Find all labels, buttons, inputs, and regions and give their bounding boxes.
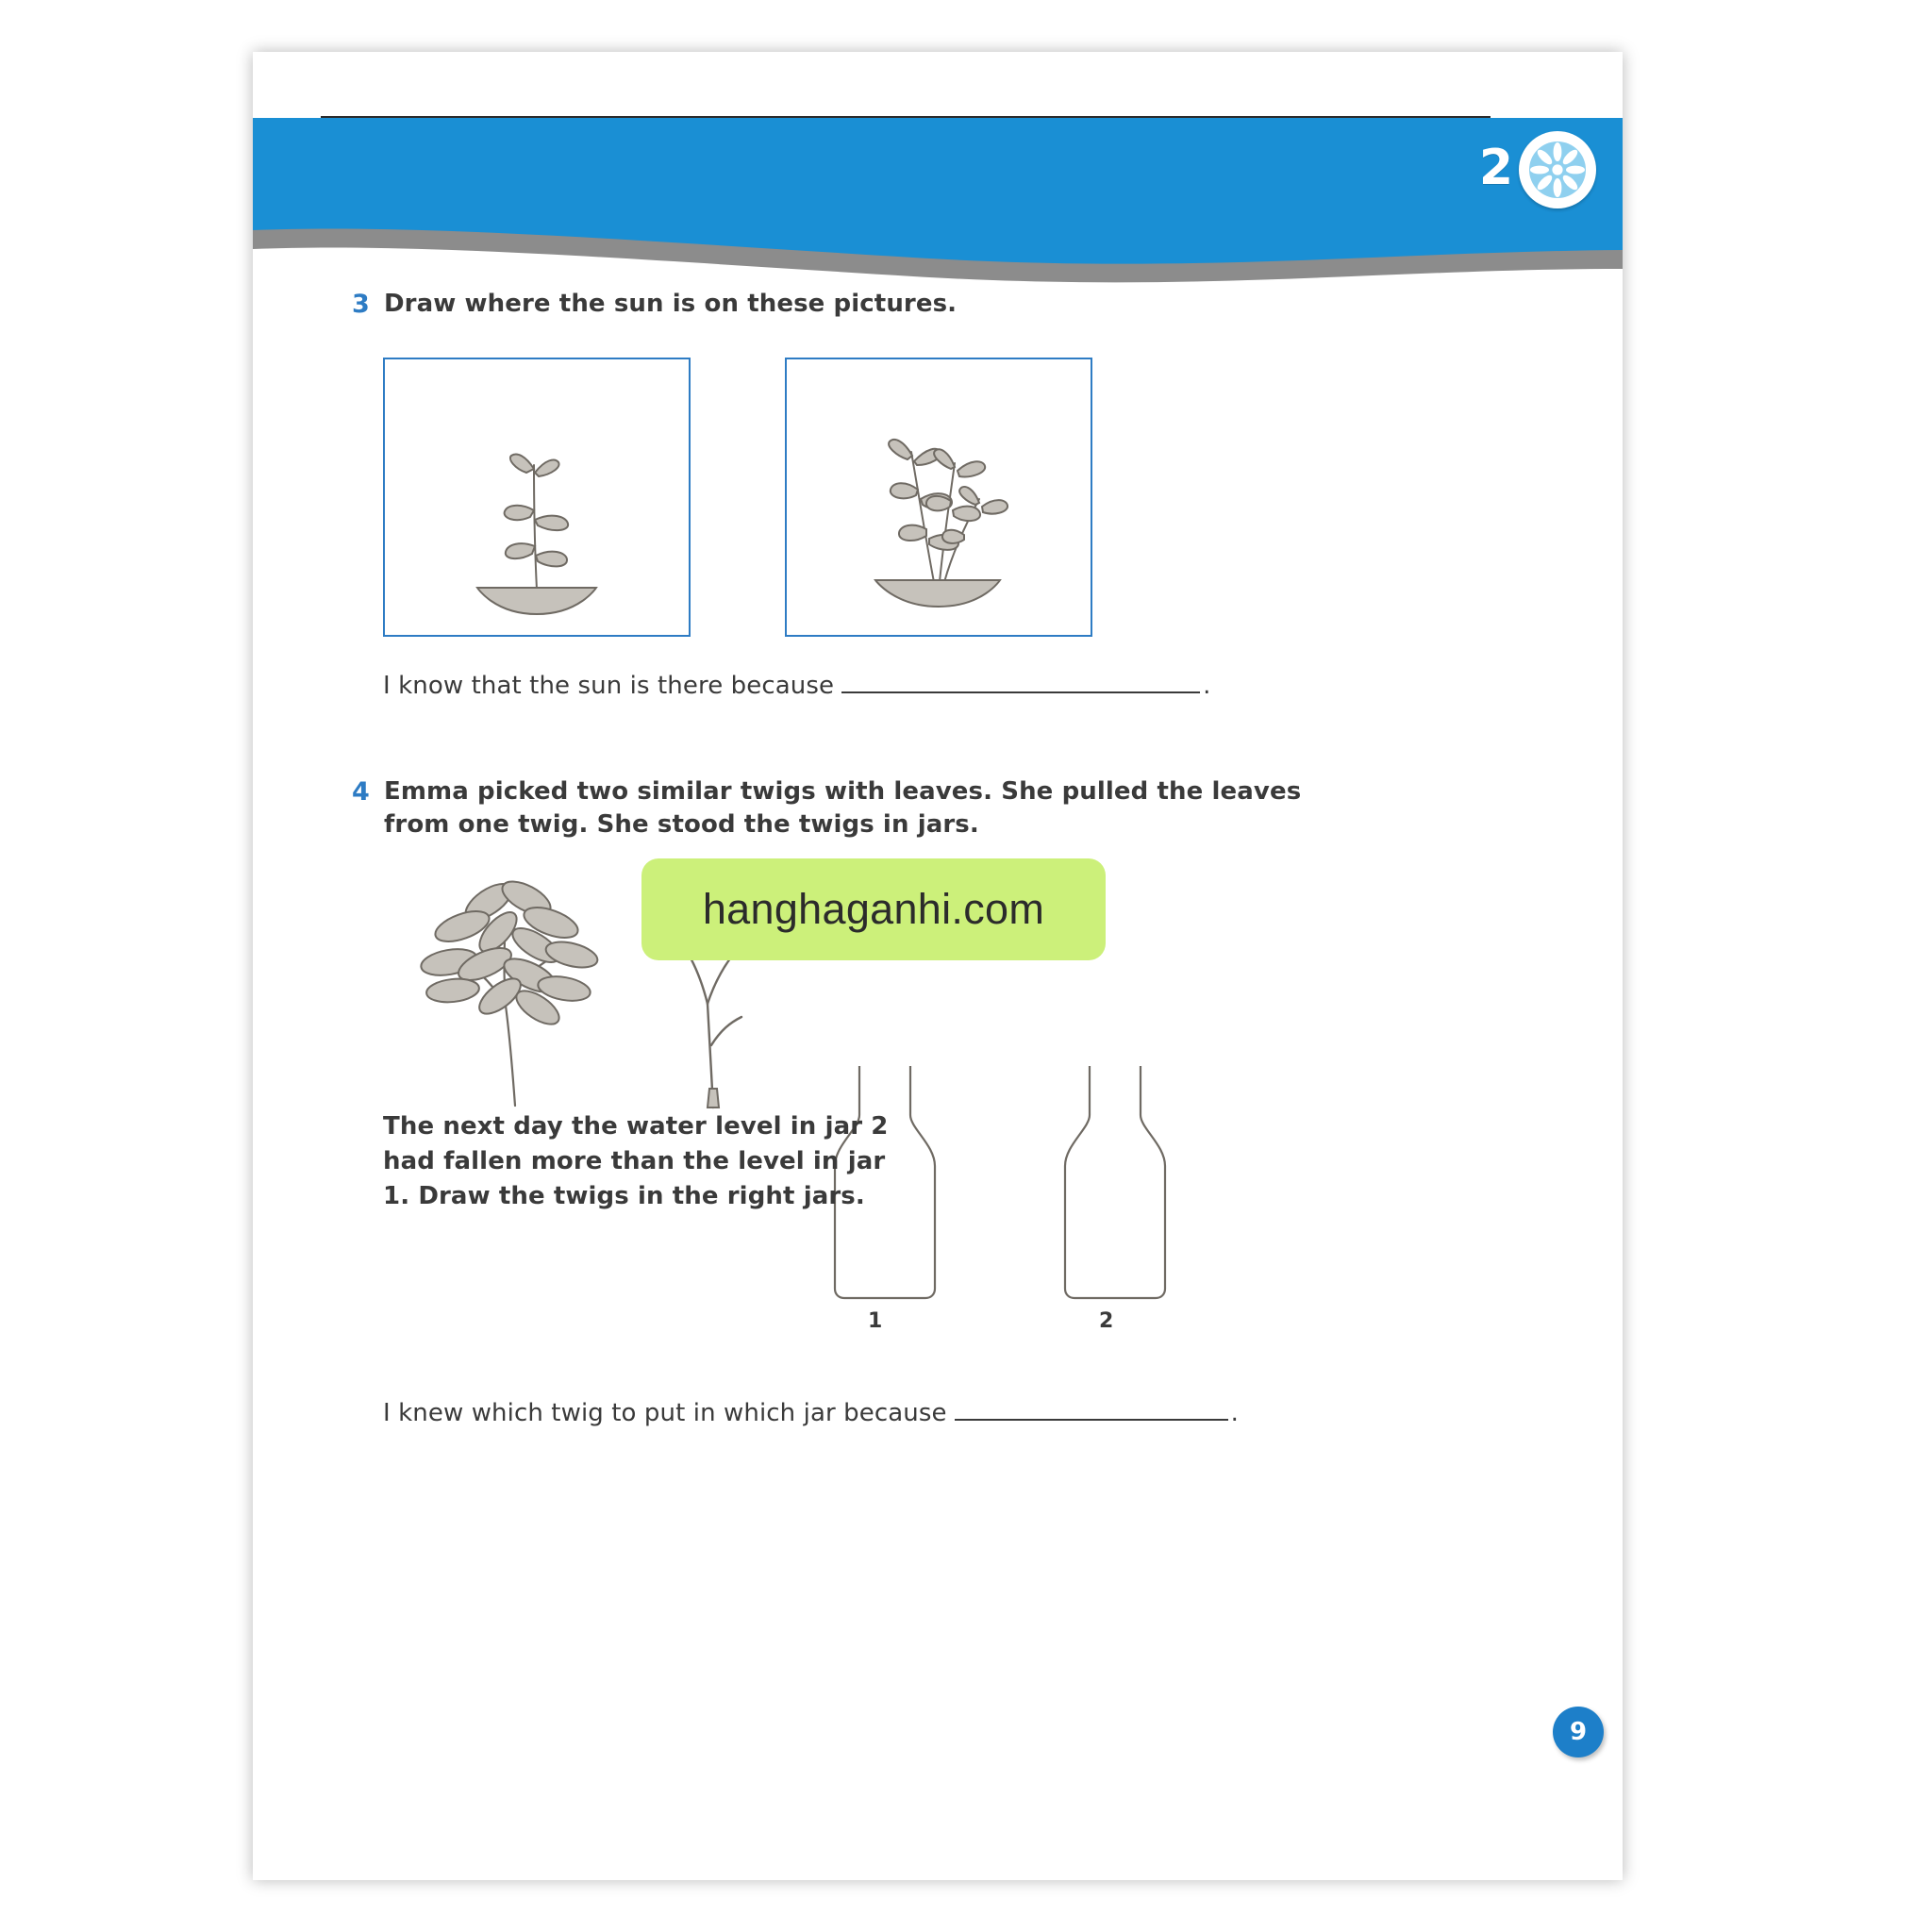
question-3-answer-blank[interactable]: [841, 667, 1200, 693]
watermark-text: hanghaganhi.com: [702, 885, 1045, 933]
question-3-answer-prompt: I know that the sun is there because: [383, 672, 835, 701]
jar-2-label: 2: [1099, 1308, 1114, 1333]
question-3-answer-end: .: [1203, 672, 1211, 701]
page-number-badge: 9: [1553, 1707, 1604, 1757]
question-3-pictures: [253, 358, 1623, 637]
watermark-badge: [641, 858, 1106, 960]
question-4-answer-blank[interactable]: [955, 1394, 1228, 1421]
seedling-in-pot-drawing[interactable]: [383, 358, 691, 637]
chapter-badge: [1479, 131, 1596, 208]
question-4: [253, 775, 1623, 841]
page-content: [253, 288, 1623, 1427]
chapter-number: 2: [1478, 140, 1513, 196]
question-3-text: Draw where the sun is on these pictures.: [384, 290, 958, 318]
leafy-twig-drawing[interactable]: [394, 864, 630, 1114]
header-band: [253, 118, 1623, 288]
question-4-instruction: The next day the water level in jar 2 had fallen more than the level in jar 1. Draw the twigs in the right jars.: [383, 1111, 889, 1210]
question-4-answer-prompt: I knew which twig to put in which jar because: [383, 1398, 947, 1427]
question-3: [253, 288, 1623, 322]
flower-icon: [1519, 131, 1596, 208]
jar-1-label: 1: [868, 1308, 883, 1333]
question-4-number: 4: [352, 777, 370, 808]
question-3-number: 3: [352, 290, 370, 319]
question-4-answer-end: .: [1230, 1398, 1239, 1427]
question-4-answer-line: [253, 1394, 1623, 1427]
worksheet-page: [253, 52, 1623, 1880]
question-3-answer-line: [253, 667, 1623, 700]
question-4-text: Emma picked two similar twigs with leaves. She pulled the leaves from one twig. She stood the twigs in jars.: [384, 777, 1302, 839]
bushy-plant-in-pot-drawing[interactable]: [785, 358, 1092, 637]
